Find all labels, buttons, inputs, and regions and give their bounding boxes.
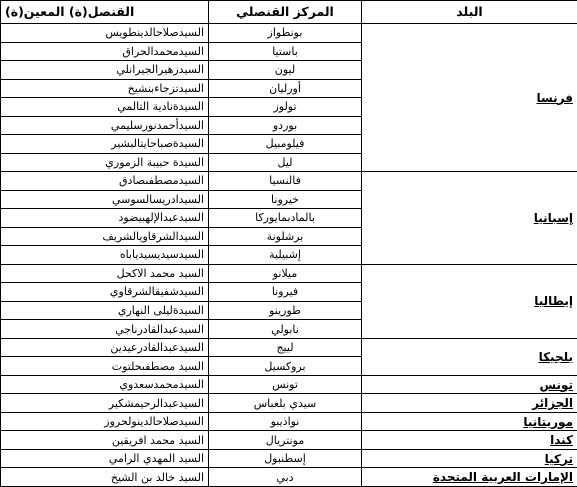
consular-post-cell: إسطنبول (209, 449, 362, 468)
consul-name-cell: السيدمصطفىصادق (1, 172, 209, 191)
country-cell (362, 431, 577, 450)
table-row (1, 172, 577, 191)
consular-post-cell: تونس (209, 375, 362, 394)
consul-name-cell: السيدسيديسيدياباه (1, 246, 209, 265)
country-label: الإمارات العربية المتحدة (433, 470, 573, 484)
country-cell (362, 375, 577, 394)
consular-post-cell: ميلانو (209, 264, 362, 283)
country-label: كندا (550, 433, 573, 447)
consular-post-cell: بروكسيل (209, 357, 362, 376)
consular-post-cell: بالمادبمايوركا (209, 209, 362, 228)
consular-post-cell: ليل (209, 153, 362, 172)
table-row (1, 375, 577, 394)
country-label: فرنسا (536, 91, 573, 105)
header-country: البلد (362, 1, 577, 24)
consular-post-cell: سيدي بلعباس (209, 394, 362, 413)
country-label: إيطاليا (534, 294, 573, 308)
consul-name-cell: السيدةليلى النهاري (1, 301, 209, 320)
consular-post-cell: ليون (209, 61, 362, 80)
consul-name-cell: السيد خالد بن الشيخ (1, 468, 209, 487)
consular-post-cell: فيلومبيل (209, 135, 362, 154)
consul-name-cell: السيدعبدالقادرناجي (1, 320, 209, 339)
consul-name-cell: السيدصلاحالدينولحروز (1, 412, 209, 431)
country-label: الجزائر (532, 396, 573, 410)
consular-post-cell: فيرونا (209, 283, 362, 302)
country-cell (362, 24, 577, 172)
consul-name-cell: السيدتزجاءبنشيخ (1, 79, 209, 98)
consul-name-cell: السيدمحمدسعدوي (1, 375, 209, 394)
header-consular-post: المركز القنصلي (209, 1, 362, 24)
consular-post-cell: خيرونا (209, 190, 362, 209)
country-label: إسبانيا (534, 211, 573, 225)
table-row (1, 394, 577, 413)
country-cell (362, 394, 577, 413)
header-consul: القنصل(ة) المعين(ة) (1, 1, 209, 24)
consul-name-cell: السيدصلاحالدينطويس (1, 24, 209, 43)
consul-name-cell: السيدةصباحايتالبشير (1, 135, 209, 154)
consular-post-cell: بوردو (209, 116, 362, 135)
table-body (1, 24, 577, 487)
consul-name-cell: السيدعبدالإلهبيضود (1, 209, 209, 228)
consul-name-cell: السيدعبدالقادرعيدين (1, 338, 209, 357)
table-row (1, 412, 577, 431)
consul-name-cell: السيدزهيرالجيرانلي (1, 61, 209, 80)
consular-post-cell: نواذيبو (209, 412, 362, 431)
consul-name-cell: السيدمحمدالحراق (1, 42, 209, 61)
consul-name-cell: السيد محمد الاكحل (1, 264, 209, 283)
country-cell (362, 412, 577, 431)
consul-name-cell: السيدالشرقاويالشريف (1, 227, 209, 246)
consul-name-cell: السيدأحمدنورسليمي (1, 116, 209, 135)
consular-post-cell: طورينو (209, 301, 362, 320)
table-row (1, 264, 577, 283)
table-header-row (1, 1, 577, 24)
consular-post-cell: أورليان (209, 79, 362, 98)
country-cell (362, 172, 577, 265)
consular-post-cell: مونتريال (209, 431, 362, 450)
consular-post-cell: بونطواز (209, 24, 362, 43)
consular-post-cell: فالنسيا (209, 172, 362, 191)
table-row (1, 431, 577, 450)
consul-name-cell: السيدشفيقالشرقاوي (1, 283, 209, 302)
consul-name-cell: السيدة حبيبة الزموري (1, 153, 209, 172)
consular-post-cell: دبي (209, 468, 362, 487)
consul-name-cell: السيدادريسالسوسي (1, 190, 209, 209)
consular-post-cell: تولوز (209, 98, 362, 117)
consul-name-cell: السيدةنادية التالمي (1, 98, 209, 117)
country-label: موريتانيا (523, 415, 573, 429)
table-row (1, 24, 577, 43)
country-label: بلجيكا (539, 350, 573, 364)
consular-post-cell: لييج (209, 338, 362, 357)
country-cell (362, 449, 577, 468)
table-row (1, 449, 577, 468)
country-label: تونس (540, 378, 574, 392)
consular-post-cell: باستيا (209, 42, 362, 61)
consul-name-cell: السيد محمد افريقين (1, 431, 209, 450)
consul-name-cell: السيدعبدالرحيمشكير (1, 394, 209, 413)
consul-name-cell: السيد مصطفىحلتوت (1, 357, 209, 376)
country-cell (362, 264, 577, 338)
country-cell (362, 468, 577, 487)
table-row (1, 468, 577, 487)
consul-name-cell: السيد المهدي الرامي (1, 449, 209, 468)
country-label: تركيا (545, 452, 573, 466)
consular-post-cell: نابولي (209, 320, 362, 339)
consular-post-cell: برشلونة (209, 227, 362, 246)
table-row (1, 338, 577, 357)
country-cell (362, 338, 577, 375)
consular-post-cell: إشبيلية (209, 246, 362, 265)
